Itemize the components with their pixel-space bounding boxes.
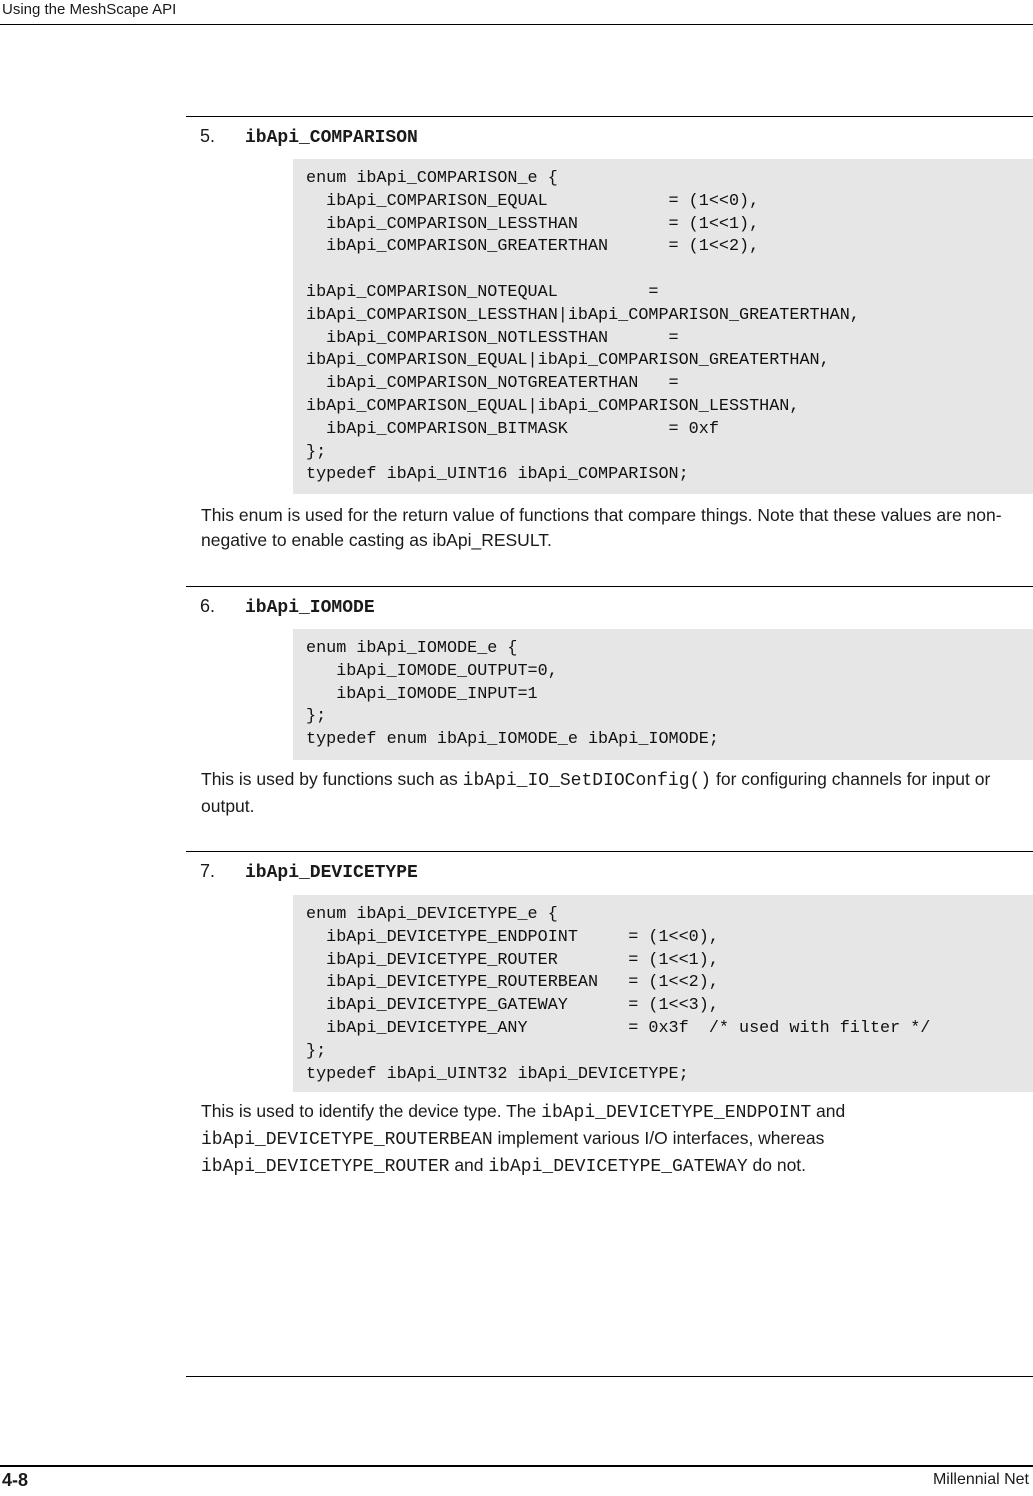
code-block: enum ibApi_IOMODE_e { ibApi_IOMODE_OUTPUT=0, ibApi_IOMODE_INPUT=1 }; typedef enum ibApi_IOMODE_e ibApi_IOMODE;: [293, 629, 1033, 760]
section-name: ibApi_DEVICETYPE: [245, 863, 418, 883]
desc-text: and: [449, 1155, 489, 1175]
section-number: 6.: [200, 596, 216, 616]
section-number: 7.: [200, 861, 216, 881]
desc-text: implement various I/O interfaces, whereas: [492, 1128, 825, 1148]
page-number: 4-8: [2, 1470, 29, 1490]
section-comparison: [186, 116, 1033, 550]
section-name: ibApi_COMPARISON: [245, 128, 418, 148]
section-description: [201, 1099, 1021, 1180]
section-heading: [200, 861, 418, 883]
section-description: [201, 767, 1021, 819]
desc-text: do not.: [747, 1155, 807, 1175]
section-description: This enum is used for the return value of functions that compare things. Note that these values are non-negative to enable casting as ibApi_RESULT.: [201, 505, 1002, 550]
desc-text: for configuring channels for input or output.: [201, 769, 991, 816]
constant-name: ibApi_DEVICETYPE_ENDPOINT: [541, 1103, 812, 1123]
function-name: ibApi_IO_SetDIOConfig(): [462, 771, 712, 791]
section-heading: [200, 596, 375, 618]
desc-text: and: [811, 1101, 846, 1121]
company-name: Millennial Net: [932, 1471, 1029, 1488]
section-iomode: [186, 586, 1033, 816]
constant-name: ibApi_DEVICETYPE_GATEWAY: [488, 1157, 748, 1177]
page-footer: [0, 1465, 1033, 1496]
desc-text: This is used by functions such as: [201, 769, 463, 789]
code-block: enum ibApi_DEVICETYPE_e { ibApi_DEVICETYPE_ENDPOINT = (1<<0), ibApi_DEVICETYPE_ROUTER = (1<<1), ibApi_DEVICETYPE_ROUTERBEAN = (1<<2), ibApi_DEVICETYPE_GATEWAY = (1<<3), ibApi_DEVICETYPE_ANY = 0x3f /* used with filter */ }; typedef ibApi_UINT32 ibApi_DEVICETYPE;: [293, 895, 1033, 1092]
bottom-rule: [186, 1376, 1033, 1377]
section-devicetype: [186, 851, 1033, 1177]
constant-name: ibApi_DEVICETYPE_ROUTER: [201, 1157, 450, 1177]
code-block: enum ibApi_COMPARISON_e { ibApi_COMPARISON_EQUAL = (1<<0), ibApi_COMPARISON_LESSTHAN = (1<<1), ibApi_COMPARISON_GREATERTHAN = (1<<2), ibApi_COMPARISON_NOTEQUAL = ibApi_COMPARISON_LESSTHAN|ibApi_COMPARISON_GREATERTHAN, ibApi_COMPARISON_NOTLESSTHAN = ibApi_COMPARISON_EQUAL|ibApi_COMPARISON_GREATERTHAN, ibApi_COMPARISON_NOTGREATERTHAN = ibApi_COMPARISON_EQUAL|ibApi_COMPARISON_LESSTHAN, ibApi_COMPARISON_BITMASK = 0xf }; typedef ibApi_UINT16 ibApi_COMPARISON;: [293, 159, 1033, 494]
constant-name: ibApi_DEVICETYPE_ROUTERBEAN: [201, 1130, 493, 1150]
section-number: 5.: [200, 126, 216, 146]
desc-text: This is used to identify the device type. The: [201, 1101, 542, 1121]
running-header: [0, 0, 1033, 25]
section-name: ibApi_IOMODE: [245, 598, 375, 618]
header-title: Using the MeshScape API: [2, 1, 177, 18]
section-heading: [200, 126, 418, 148]
